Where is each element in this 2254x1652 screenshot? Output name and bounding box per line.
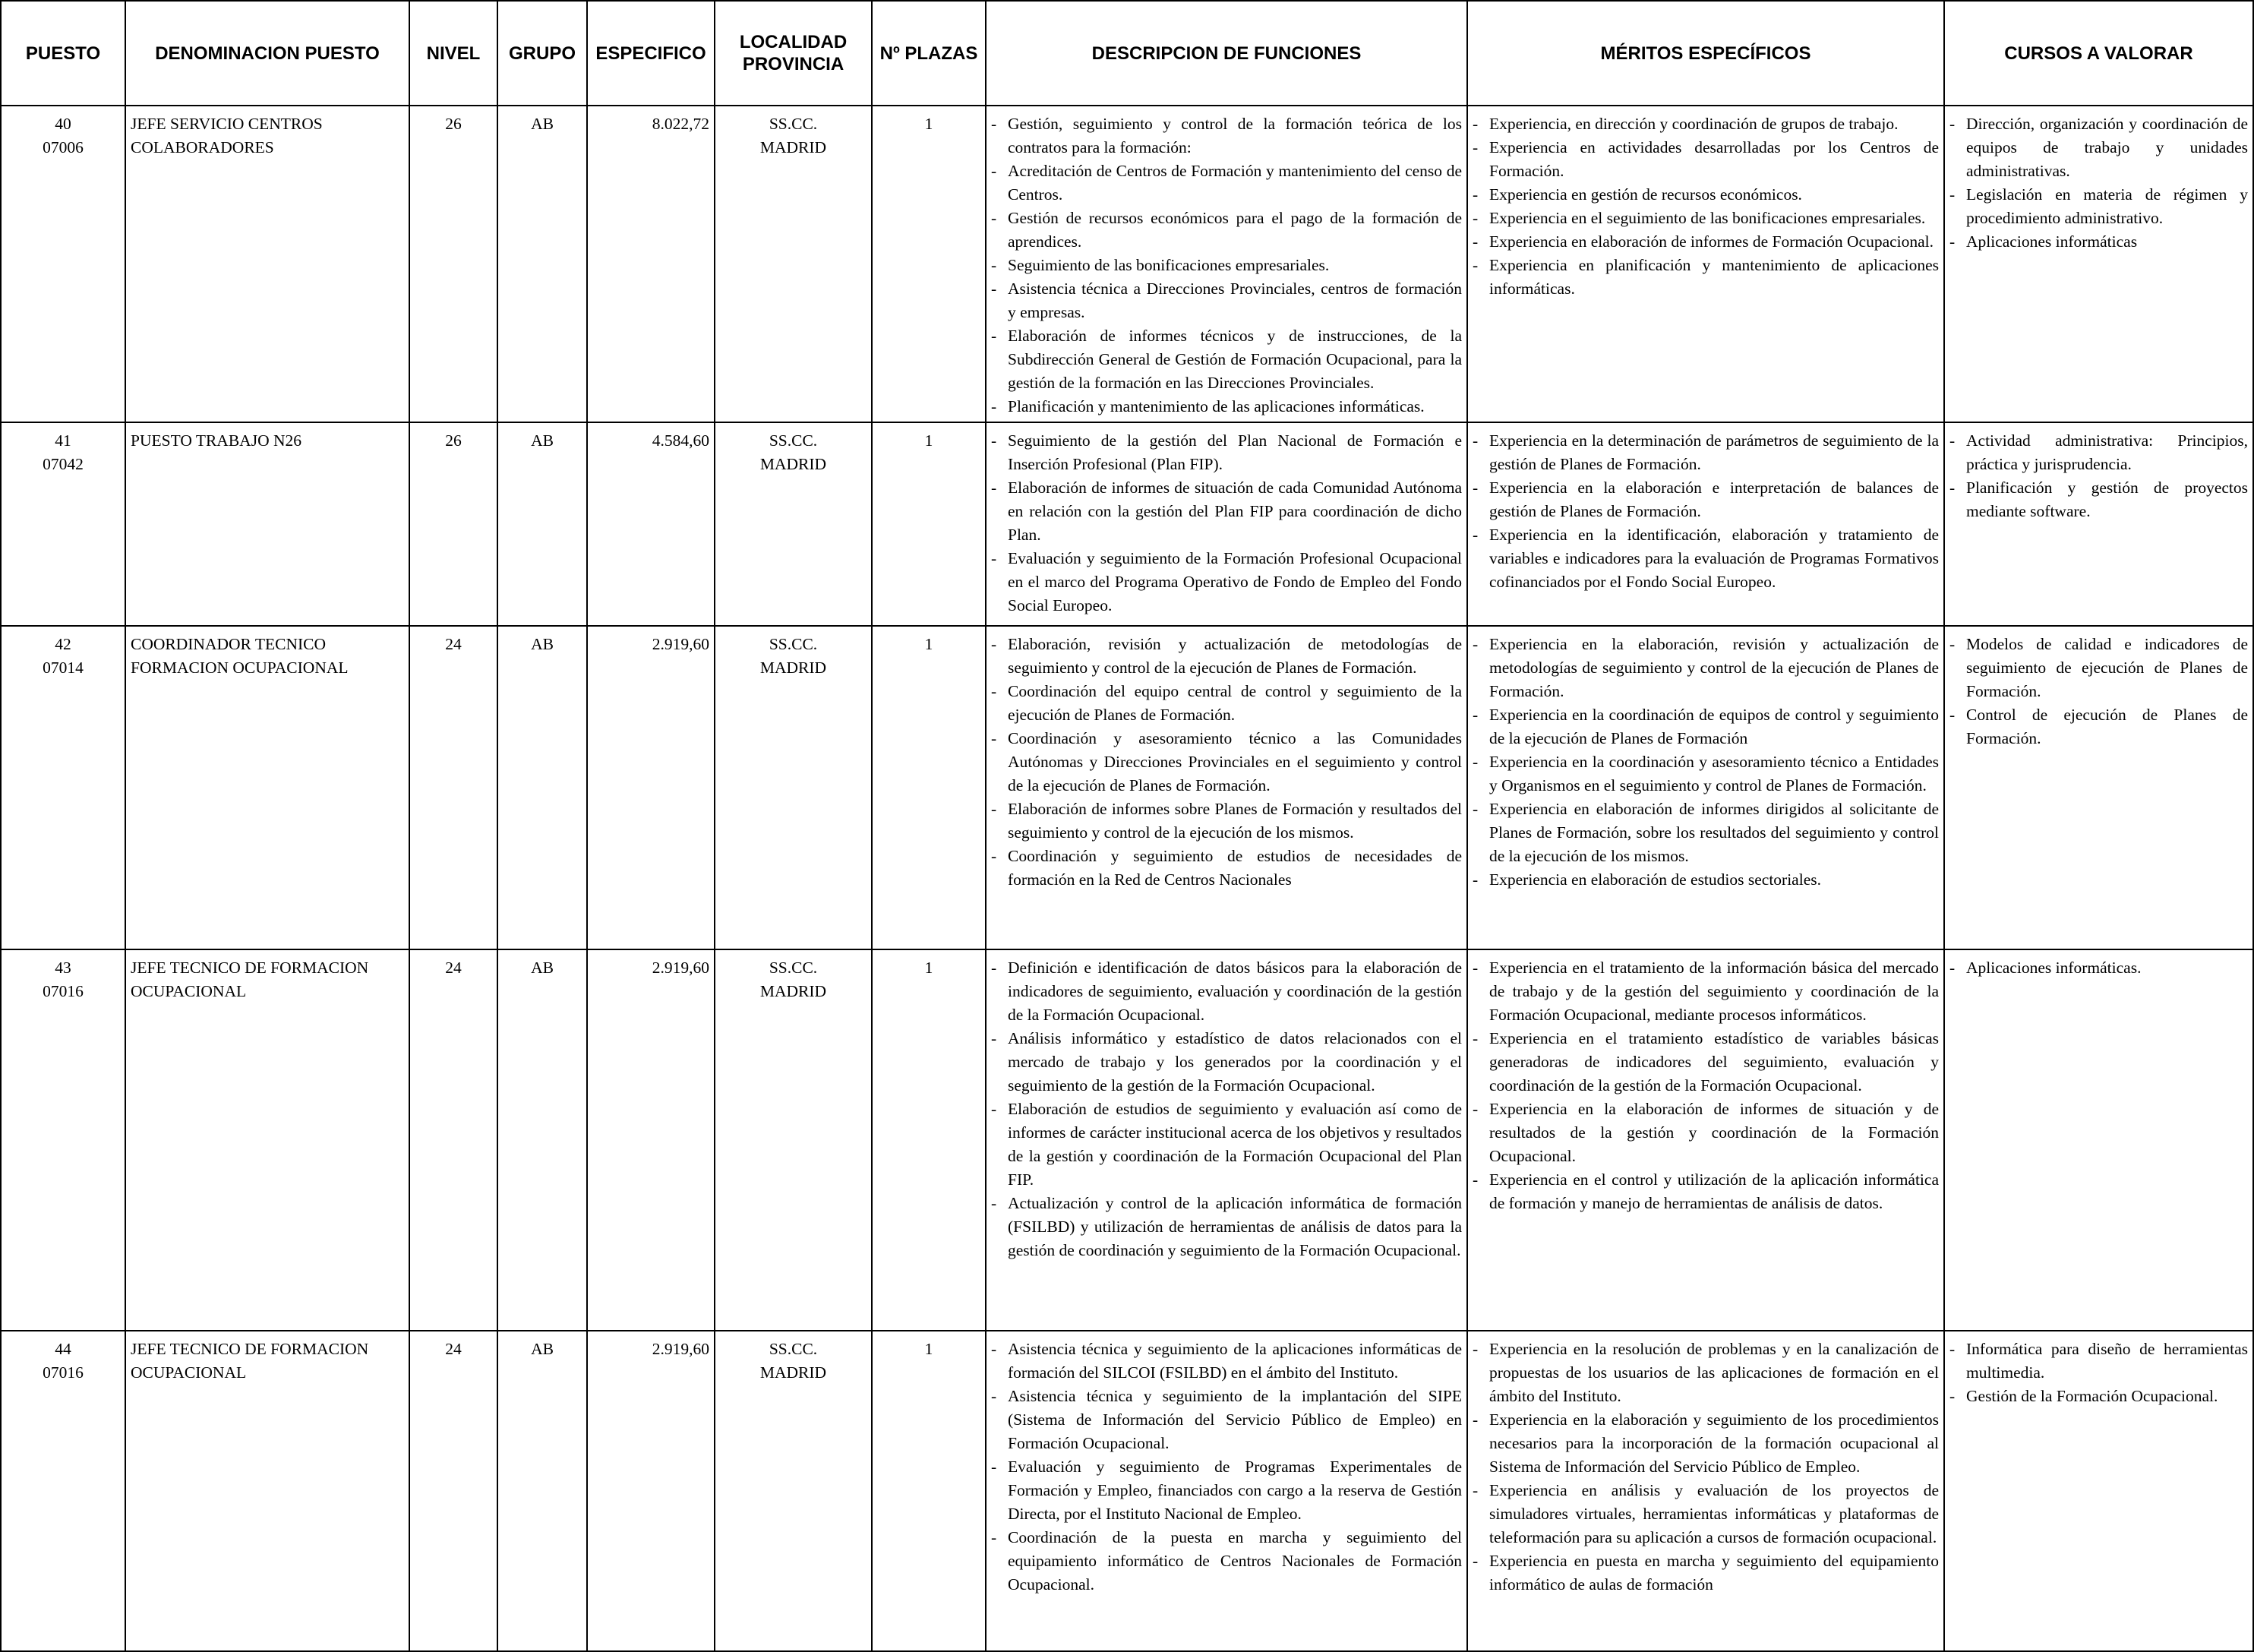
plazas-cell: 1 xyxy=(872,626,986,949)
provincia-text: MADRID xyxy=(759,982,827,1000)
plazas-cell: 1 xyxy=(872,106,986,422)
funcion-item: - Acreditación de Centros de Formación y mantenimiento del censo de Centros. xyxy=(991,160,1462,207)
funcion-item: - Evaluación y seguimiento de la Formación Profesional Ocupacional en el marco del Programa Operativo de Fondo de Empleo del Fondo Social Europeo. xyxy=(991,547,1462,618)
grupo-cell: AB xyxy=(497,422,587,626)
funciones-cell xyxy=(986,1331,1467,1651)
nivel-cell: 26 xyxy=(409,106,497,422)
funcion-item: - Elaboración de informes sobre Planes de Formación y resultados del seguimiento y control de la ejecución de los mismos. xyxy=(991,798,1462,845)
grupo-cell: AB xyxy=(497,626,587,949)
funcion-item: - Actualización y control de la aplicación informática de formación (FSILBD) y utilización de herramientas de análisis de datos para la gestión de coordinación y seguimiento de la Formación Ocupacional. xyxy=(991,1192,1462,1262)
merito-item: - Experiencia en el tratamiento de la información básica del mercado de trabajo y de la gestión del seguimiento y coordinación de la Formación Ocupacional, mediante procesos informáticos. xyxy=(1473,956,1939,1027)
merito-item: - Experiencia en gestión de recursos económicos. xyxy=(1473,183,1939,207)
puesto-cell xyxy=(1,422,125,626)
denominacion-cell: PUESTO TRABAJO N26 xyxy=(125,422,409,626)
grupo-cell: AB xyxy=(497,949,587,1331)
header-funciones: DESCRIPCION DE FUNCIONES xyxy=(986,1,1467,106)
funciones-cell xyxy=(986,949,1467,1331)
localidad-cell xyxy=(715,422,872,626)
puesto-number: 44 xyxy=(55,1340,71,1358)
meritos-cell xyxy=(1467,1331,1944,1651)
curso-item: - Aplicaciones informáticas. xyxy=(1949,956,2248,980)
denominacion-cell: COORDINADOR TECNICO FORMACION OCUPACIONAL xyxy=(125,626,409,949)
merito-item: - Experiencia en la resolución de problemas y en la canalización de propuestas de los usuarios de las aplicaciones de formación en el ámbito del Instituto. xyxy=(1473,1338,1939,1408)
header-especifico: ESPECIFICO xyxy=(587,1,715,106)
merito-item: - Experiencia en elaboración de estudios sectoriales. xyxy=(1473,868,1939,892)
curso-item: - Legislación en materia de régimen y procedimiento administrativo. xyxy=(1949,183,2248,230)
provincia-text: MADRID xyxy=(759,1363,827,1382)
localidad-cell xyxy=(715,626,872,949)
cursos-cell xyxy=(1944,949,2253,1331)
merito-item: - Experiencia en la elaboración, revisión y actualización de metodologías de seguimiento y control de la ejecución de Planes de Formación. xyxy=(1473,633,1939,703)
especifico-cell: 8.022,72 xyxy=(587,106,715,422)
nivel-cell: 24 xyxy=(409,1331,497,1651)
merito-item: - Experiencia en la coordinación de equipos de control y seguimiento de la ejecución de Planes de Formación xyxy=(1473,703,1939,750)
meritos-cell xyxy=(1467,106,1944,422)
funcion-item: - Coordinación del equipo central de control y seguimiento de la ejecución de Planes de Formación. xyxy=(991,680,1462,727)
merito-item: - Experiencia en elaboración de informes de Formación Ocupacional. xyxy=(1473,230,1939,254)
header-denominacion: DENOMINACION PUESTO xyxy=(125,1,409,106)
funcion-item: - Elaboración de informes técnicos y de instrucciones, de la Subdirección General de Gestión de Formación Ocupacional, para la gestión de la formación en las Direcciones Provinciales. xyxy=(991,324,1462,395)
funcion-item: - Gestión, seguimiento y control de la formación teórica de los contratos para la formación: xyxy=(991,112,1462,160)
meritos-cell xyxy=(1467,626,1944,949)
merito-item: - Experiencia en planificación y mantenimiento de aplicaciones informáticas. xyxy=(1473,254,1939,301)
curso-item: - Gestión de la Formación Ocupacional. xyxy=(1949,1385,2248,1408)
puesto-number: 40 xyxy=(55,115,71,133)
table-row xyxy=(1,422,2253,626)
puesto-number: 42 xyxy=(55,635,71,653)
header-puesto: PUESTO xyxy=(1,1,125,106)
puesto-code: 07016 xyxy=(43,982,84,1000)
merito-item: - Experiencia en la determinación de parámetros de seguimiento de la gestión de Planes de Formación. xyxy=(1473,429,1939,476)
header-row xyxy=(1,1,2253,106)
provincia-text: MADRID xyxy=(759,138,827,156)
funcion-item: - Asistencia técnica a Direcciones Provinciales, centros de formación y empresas. xyxy=(991,277,1462,324)
puesto-code: 07042 xyxy=(43,455,84,473)
funcion-item: - Seguimiento de las bonificaciones empresariales. xyxy=(991,254,1462,277)
header-meritos: MÉRITOS ESPECÍFICOS xyxy=(1467,1,1944,106)
curso-item: - Informática para diseño de herramientas multimedia. xyxy=(1949,1338,2248,1385)
nivel-cell: 26 xyxy=(409,422,497,626)
plazas-cell: 1 xyxy=(872,422,986,626)
puesto-cell xyxy=(1,1331,125,1651)
localidad-cell xyxy=(715,106,872,422)
puesto-code: 07014 xyxy=(43,659,84,677)
merito-item: - Experiencia en la elaboración de informes de situación y de resultados de la gestión y coordinación de la Formación Ocupacional. xyxy=(1473,1098,1939,1168)
funcion-item: - Planificación y mantenimiento de las aplicaciones informáticas. xyxy=(991,395,1462,419)
funcion-item: - Definición e identificación de datos básicos para la elaboración de indicadores de seguimiento, evaluación y coordinación de la gestión de la Formación Ocupacional. xyxy=(991,956,1462,1027)
meritos-cell xyxy=(1467,949,1944,1331)
merito-item: - Experiencia en el seguimiento de las bonificaciones empresariales. xyxy=(1473,207,1939,230)
nivel-cell: 24 xyxy=(409,626,497,949)
header-cursos: CURSOS A VALORAR xyxy=(1944,1,2253,106)
localidad-text: SS.CC. xyxy=(769,115,818,133)
funciones-cell xyxy=(986,626,1467,949)
curso-item: - Planificación y gestión de proyectos mediante software. xyxy=(1949,476,2248,523)
localidad-text: SS.CC. xyxy=(769,635,818,653)
cursos-cell xyxy=(1944,626,2253,949)
funcion-item: - Coordinación y seguimiento de estudios de necesidades de formación en la Red de Centros Nacionales xyxy=(991,845,1462,892)
merito-item: - Experiencia en actividades desarrolladas por los Centros de Formación. xyxy=(1473,136,1939,183)
funcion-item: - Elaboración de informes de situación de cada Comunidad Autónoma en relación con la gestión del Plan FIP para coordinación de dicho Plan. xyxy=(991,476,1462,547)
table-row xyxy=(1,1331,2253,1651)
table-row xyxy=(1,106,2253,422)
curso-item: - Actividad administrativa: Principios, práctica y jurisprudencia. xyxy=(1949,429,2248,476)
merito-item: - Experiencia en puesta en marcha y seguimiento del equipamiento informático de aulas de formación xyxy=(1473,1549,1939,1597)
funcion-item: - Evaluación y seguimiento de Programas Experimentales de Formación y Empleo, financiados con cargo a la reserva de Gestión Directa, por el Instituto Nacional de Empleo. xyxy=(991,1455,1462,1526)
puesto-cell xyxy=(1,949,125,1331)
funcion-item: - Asistencia técnica y seguimiento de la implantación del SIPE (Sistema de Información del Servicio Público de Empleo) en Formación Ocupacional. xyxy=(991,1385,1462,1455)
funcion-item: - Elaboración de estudios de seguimiento y evaluación así como de informes de carácter institucional acerca de los objetivos y resultados de la gestión y coordinación de la Formación Ocupacional del Plan FIP. xyxy=(991,1098,1462,1192)
grupo-cell: AB xyxy=(497,1331,587,1651)
header-grupo: GRUPO xyxy=(497,1,587,106)
plazas-cell: 1 xyxy=(872,1331,986,1651)
puesto-code: 07006 xyxy=(43,138,84,156)
funcion-item: - Seguimiento de la gestión del Plan Nacional de Formación e Inserción Profesional (Plan FIP). xyxy=(991,429,1462,476)
localidad-cell xyxy=(715,949,872,1331)
provincia-text: MADRID xyxy=(759,455,827,473)
puesto-number: 43 xyxy=(55,959,71,977)
grupo-cell: AB xyxy=(497,106,587,422)
curso-item: - Aplicaciones informáticas xyxy=(1949,230,2248,254)
funcion-item: - Coordinación y asesoramiento técnico a las Comunidades Autónomas y Direcciones Provinciales en el seguimiento y control de la ejecución de Planes de Formación. xyxy=(991,727,1462,798)
curso-item: - Dirección, organización y coordinación de equipos de trabajo y unidades administrativas. xyxy=(1949,112,2248,183)
merito-item: - Experiencia en la elaboración e interpretación de balances de gestión de Planes de Formación. xyxy=(1473,476,1939,523)
table-row xyxy=(1,949,2253,1331)
funciones-cell xyxy=(986,422,1467,626)
localidad-text: SS.CC. xyxy=(769,431,818,450)
curso-item: - Modelos de calidad e indicadores de seguimiento de ejecución de Planes de Formación. xyxy=(1949,633,2248,703)
funcion-item: - Asistencia técnica y seguimiento de la aplicaciones informáticas de formación del SILCOI (FSILBD) en el ámbito del Instituto. xyxy=(991,1338,1462,1385)
localidad-text: SS.CC. xyxy=(769,1340,818,1358)
merito-item: - Experiencia en elaboración de informes dirigidos al solicitante de Planes de Formación, sobre los resultados del seguimiento y control de la ejecución de los mismos. xyxy=(1473,798,1939,868)
especifico-cell: 2.919,60 xyxy=(587,1331,715,1651)
puesto-code: 07016 xyxy=(43,1363,84,1382)
header-nivel: NIVEL xyxy=(409,1,497,106)
funciones-cell xyxy=(986,106,1467,422)
especifico-cell: 4.584,60 xyxy=(587,422,715,626)
denominacion-cell: JEFE TECNICO DE FORMACION OCUPACIONAL xyxy=(125,1331,409,1651)
nivel-cell: 24 xyxy=(409,949,497,1331)
especifico-cell: 2.919,60 xyxy=(587,626,715,949)
puesto-cell xyxy=(1,106,125,422)
merito-item: - Experiencia en la coordinación y asesoramiento técnico a Entidades y Organismos en el seguimiento y control de Planes de Formación. xyxy=(1473,750,1939,798)
provincia-text: MADRID xyxy=(759,659,827,677)
table-row xyxy=(1,626,2253,949)
funcion-item: - Elaboración, revisión y actualización de metodologías de seguimiento y control de la ejecución de Planes de Formación. xyxy=(991,633,1462,680)
denominacion-cell: JEFE SERVICIO CENTROS COLABORADORES xyxy=(125,106,409,422)
puesto-cell xyxy=(1,626,125,949)
merito-item: - Experiencia en la identificación, elaboración y tratamiento de variables e indicadores para la evaluación de Programas Formativos cofinanciados por el Fondo Social Europeo. xyxy=(1473,523,1939,594)
meritos-cell xyxy=(1467,422,1944,626)
denominacion-cell: JEFE TECNICO DE FORMACION OCUPACIONAL xyxy=(125,949,409,1331)
header-localidad: LOCALIDAD PROVINCIA xyxy=(715,1,872,106)
merito-item: - Experiencia en el tratamiento estadístico de variables básicas generadoras de indicadores del seguimiento, evaluación y coordinación de la gestión de la Formación Ocupacional. xyxy=(1473,1027,1939,1098)
merito-item: - Experiencia en el control y utilización de la aplicación informática de formación y manejo de herramientas de análisis de datos. xyxy=(1473,1168,1939,1215)
funcion-item: - Gestión de recursos económicos para el pago de la formación de aprendices. xyxy=(991,207,1462,254)
cursos-cell xyxy=(1944,422,2253,626)
funcion-item: - Coordinación de la puesta en marcha y seguimiento del equipamiento informático de Centros Nacionales de Formación Ocupacional. xyxy=(991,1526,1462,1597)
plazas-cell: 1 xyxy=(872,949,986,1331)
puesto-number: 41 xyxy=(55,431,71,450)
merito-item: - Experiencia en análisis y evaluación de los proyectos de simuladores virtuales, herramientas informáticas y plataformas de teleformación para su aplicación a cursos de formación ocupacional. xyxy=(1473,1479,1939,1549)
curso-item: - Control de ejecución de Planes de Formación. xyxy=(1949,703,2248,750)
localidad-cell xyxy=(715,1331,872,1651)
funcion-item: - Análisis informático y estadístico de datos relacionados con el mercado de trabajo y los generados por la coordinación y el seguimiento de la gestión de la Formación Ocupacional. xyxy=(991,1027,1462,1098)
header-plazas: Nº PLAZAS xyxy=(872,1,986,106)
cursos-cell xyxy=(1944,1331,2253,1651)
localidad-text: SS.CC. xyxy=(769,959,818,977)
especifico-cell: 2.919,60 xyxy=(587,949,715,1331)
cursos-cell xyxy=(1944,106,2253,422)
merito-item: - Experiencia en la elaboración y seguimiento de los procedimientos necesarios para la incorporación de la formación ocupacional al Sistema de Información del Servicio Público de Empleo. xyxy=(1473,1408,1939,1479)
merito-item: - Experiencia, en dirección y coordinación de grupos de trabajo. xyxy=(1473,112,1939,136)
